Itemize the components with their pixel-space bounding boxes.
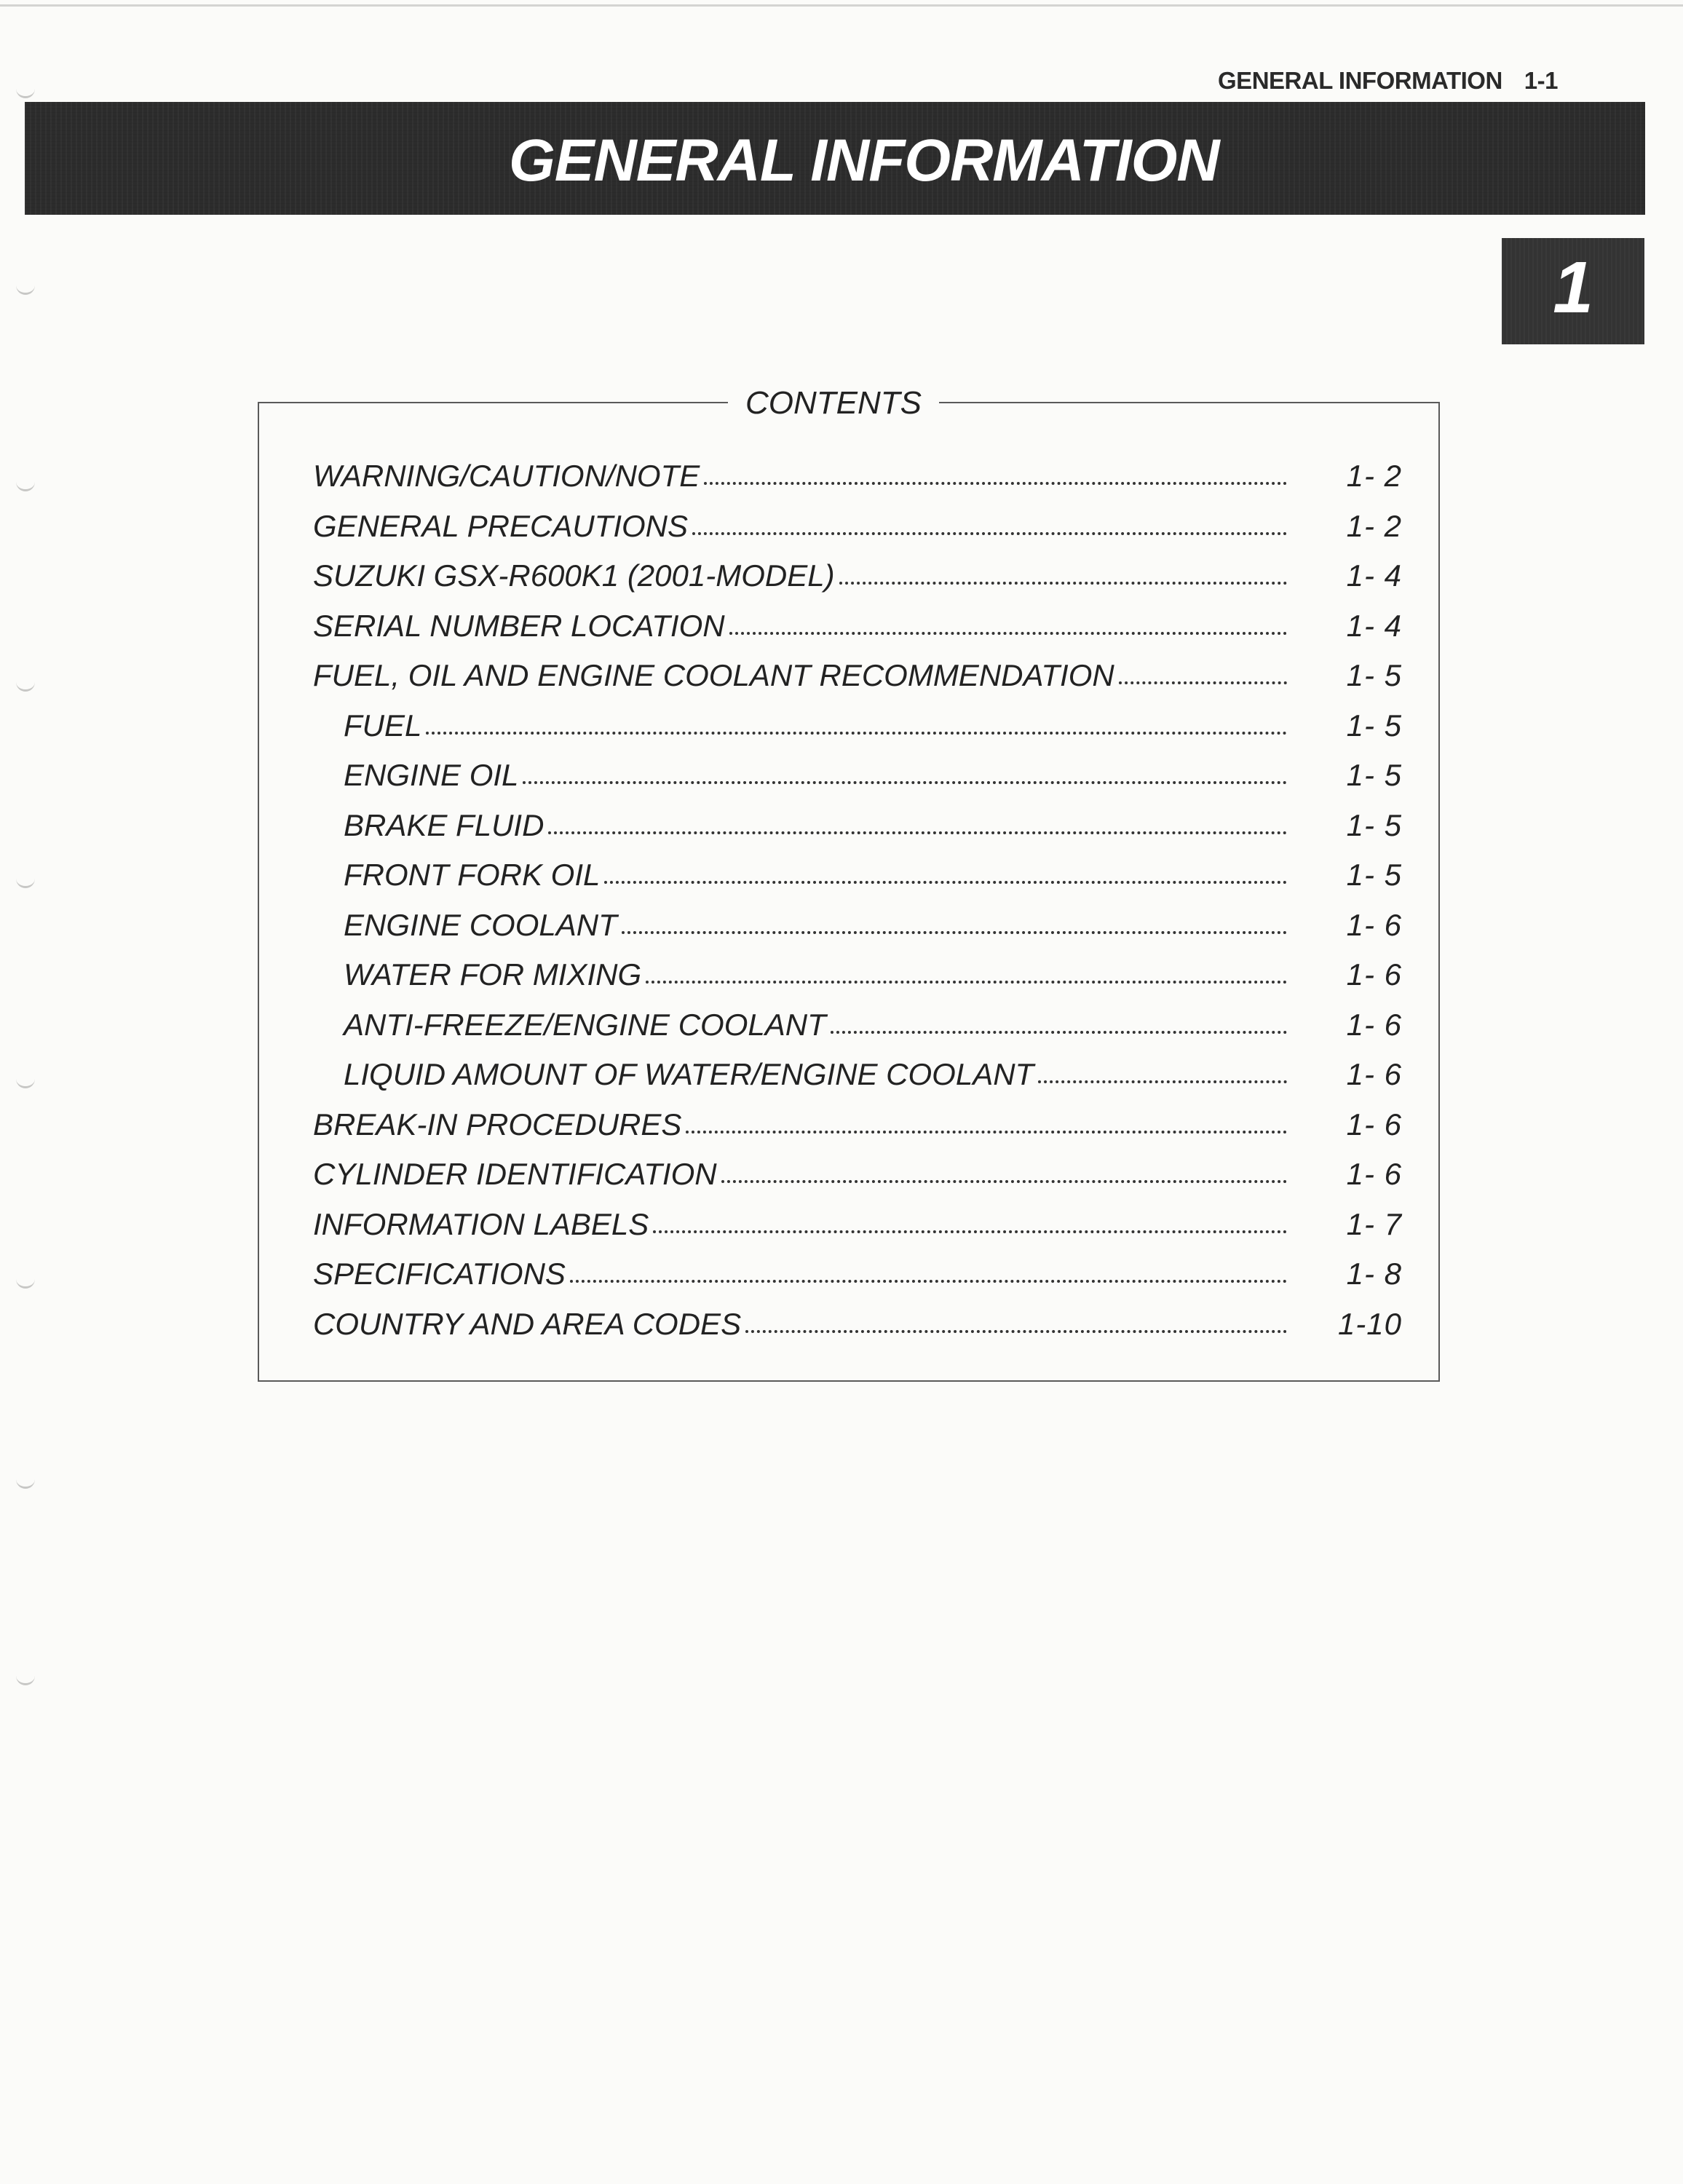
toc-entry[interactable] [313, 502, 1402, 552]
toc-entry-page: 1-10 [1337, 1306, 1402, 1341]
toc-leader-dots [548, 831, 1287, 834]
toc-leader-dots [839, 582, 1287, 585]
toc-leader-dots [604, 881, 1287, 884]
toc-entry-label: SERIAL NUMBER LOCATION [313, 608, 725, 643]
toc-entry[interactable] [313, 950, 1402, 1000]
contents-heading: CONTENTS [728, 384, 939, 423]
toc-entry-page: 1- 6 [1346, 1007, 1402, 1042]
toc-leader-dots [1038, 1080, 1287, 1083]
toc-leader-dots [622, 931, 1287, 934]
toc-entry-label: FRONT FORK OIL [344, 858, 601, 893]
toc-entry-label: ANTI-FREEZE/ENGINE COOLANT [344, 1007, 826, 1042]
toc-entry-page: 1- 5 [1346, 658, 1402, 693]
toc-entry[interactable] [313, 1200, 1402, 1250]
punch-hole-mark [16, 284, 35, 295]
toc-entry-page: 1- 4 [1346, 608, 1402, 643]
toc-entry-page: 1- 5 [1346, 758, 1402, 793]
toc-entry-label: ENGINE OIL [344, 758, 519, 793]
toc-leader-dots [704, 482, 1287, 485]
toc-entry[interactable] [313, 901, 1402, 951]
punch-hole-mark [16, 1278, 35, 1289]
toc-leader-dots [831, 1031, 1287, 1034]
toc-entry-label: INFORMATION LABELS [313, 1206, 649, 1241]
toc-entry-page: 1- 5 [1346, 708, 1402, 743]
toc-entry[interactable] [313, 850, 1402, 901]
chapter-tab [1502, 238, 1644, 344]
toc-leader-dots [426, 732, 1287, 735]
toc-entry[interactable] [313, 1299, 1402, 1350]
toc-entry-page: 1- 6 [1346, 957, 1402, 992]
toc-entry-label: WARNING/CAUTION/NOTE [313, 459, 700, 494]
toc-entry-label: GENERAL PRECAUTIONS [313, 508, 689, 543]
toc-entry-label: LIQUID AMOUNT OF WATER/ENGINE COOLANT [344, 1057, 1034, 1092]
toc-leader-dots [729, 632, 1287, 635]
toc-entry[interactable] [313, 1100, 1402, 1150]
toc-entry[interactable] [313, 1050, 1402, 1100]
toc-entry-label: ENGINE COOLANT [344, 907, 617, 942]
toc-entry-label: FUEL, OIL AND ENGINE COOLANT RECOMMENDATION [313, 658, 1114, 693]
toc-leader-dots [570, 1280, 1287, 1283]
toc-leader-dots [745, 1330, 1287, 1333]
toc-entry[interactable] [313, 751, 1402, 801]
toc-entry[interactable] [313, 1249, 1402, 1299]
running-header [728, 67, 1558, 95]
toc-entry-page: 1- 6 [1346, 1107, 1402, 1142]
toc-entry-label: BREAK-IN PROCEDURES [313, 1107, 682, 1142]
toc-leader-dots [1119, 681, 1287, 684]
toc-entry[interactable] [313, 701, 1402, 751]
toc-leader-dots [686, 1131, 1287, 1133]
toc-entry-page: 1- 7 [1346, 1206, 1402, 1241]
toc-entry-label: FUEL [344, 708, 422, 743]
table-of-contents [313, 451, 1402, 1349]
punch-hole-mark [16, 1478, 35, 1489]
toc-leader-dots [646, 981, 1287, 984]
running-header-section: GENERAL INFORMATION [1218, 67, 1502, 94]
toc-entry[interactable] [313, 601, 1402, 652]
toc-entry-label: SUZUKI GSX-R600K1 (2001-MODEL) [313, 558, 835, 593]
toc-leader-dots [523, 781, 1287, 784]
toc-entry-page: 1- 8 [1346, 1257, 1402, 1291]
toc-entry[interactable] [313, 651, 1402, 701]
toc-entry-page: 1- 6 [1346, 1057, 1402, 1092]
chapter-title-bar [25, 102, 1645, 215]
toc-entry-label: COUNTRY AND AREA CODES [313, 1306, 742, 1341]
punch-hole-mark [16, 877, 35, 888]
punch-hole-mark [16, 480, 35, 491]
toc-entry[interactable] [313, 801, 1402, 851]
toc-entry-page: 1- 2 [1346, 459, 1402, 494]
punch-hole-mark [16, 681, 35, 692]
toc-entry-page: 1- 6 [1346, 1157, 1402, 1192]
toc-entry[interactable] [313, 1000, 1402, 1051]
punch-hole-mark [16, 1077, 35, 1088]
toc-leader-dots [653, 1230, 1287, 1233]
toc-entry-label: SPECIFICATIONS [313, 1257, 566, 1291]
toc-entry-page: 1- 5 [1346, 858, 1402, 893]
toc-leader-dots [692, 532, 1287, 535]
toc-leader-dots [721, 1180, 1287, 1183]
toc-entry[interactable] [313, 1150, 1402, 1200]
toc-entry-label: BRAKE FLUID [344, 807, 544, 842]
punch-hole-mark [16, 1674, 35, 1685]
running-header-page-number: 1-1 [1524, 67, 1558, 94]
toc-entry[interactable] [313, 451, 1402, 502]
toc-entry-label: CYLINDER IDENTIFICATION [313, 1157, 717, 1192]
toc-entry-page: 1- 6 [1346, 907, 1402, 942]
toc-entry-page: 1- 2 [1346, 508, 1402, 543]
toc-entry-page: 1- 5 [1346, 807, 1402, 842]
punch-hole-mark [16, 87, 35, 98]
top-rule [0, 4, 1683, 7]
chapter-title: GENERAL INFORMATION [509, 127, 1219, 194]
chapter-number: 1 [1553, 247, 1593, 328]
toc-entry[interactable] [313, 551, 1402, 601]
toc-entry-label: WATER FOR MIXING [344, 957, 642, 992]
toc-entry-page: 1- 4 [1346, 558, 1402, 593]
